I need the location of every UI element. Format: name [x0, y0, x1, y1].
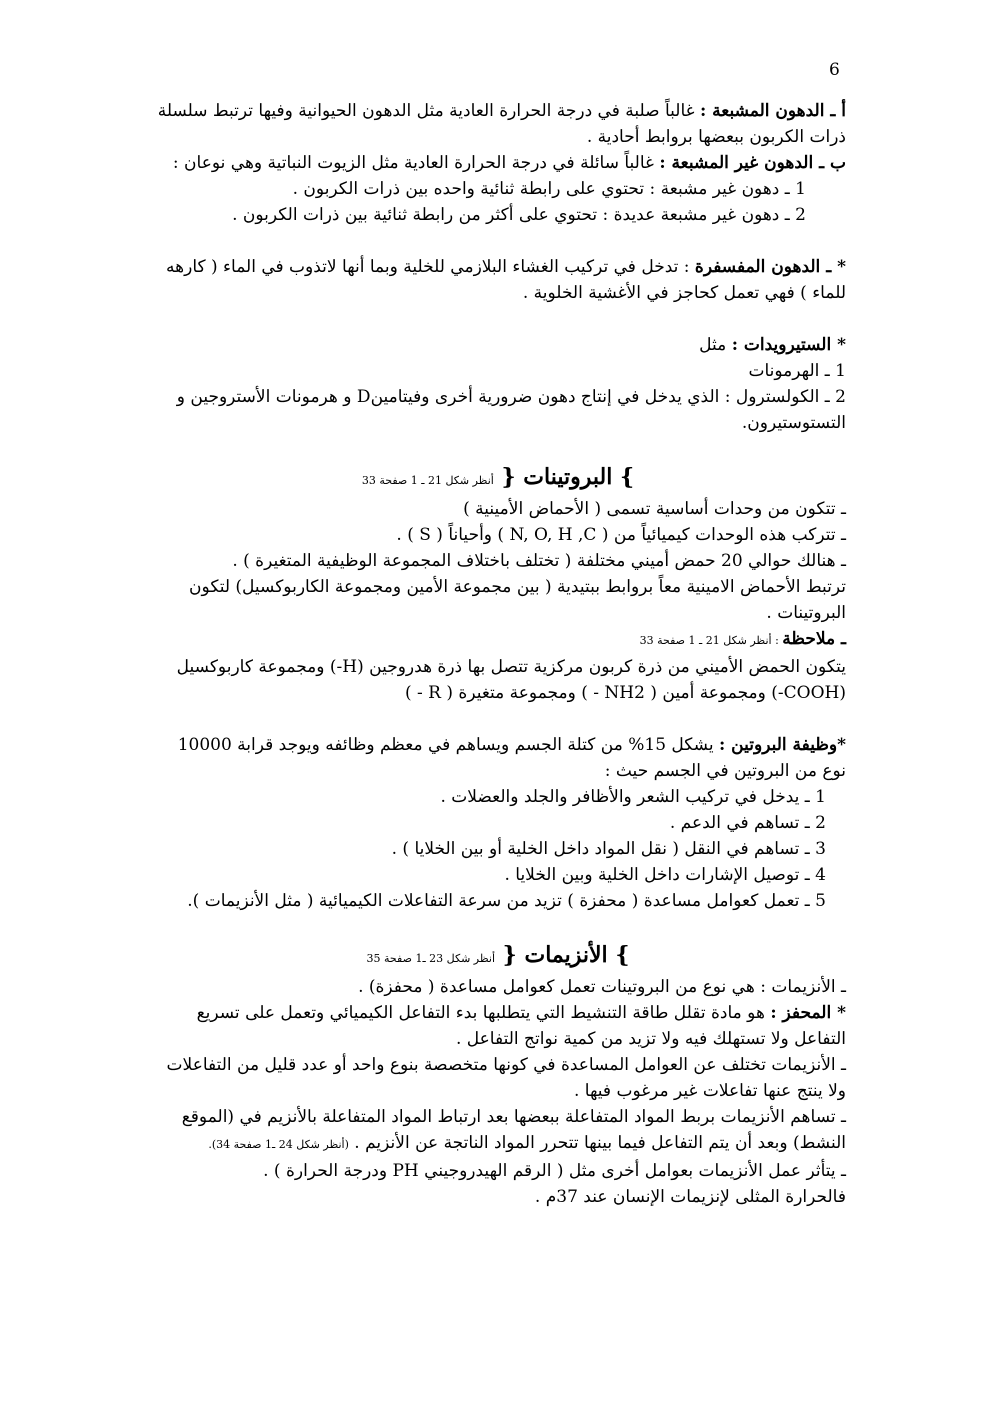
steroids-label: * الستيرويدات : — [731, 335, 846, 355]
phospholipids-text: : تدخل في تركيب الغشاء البلازمي للخلية وبما أنها لاتذوب في الماء ( كارهه للماء ) فهي تعمل كحاجز في الأغشية الخلوية . — [166, 257, 846, 303]
phospholipids-label: * ـ الدهون المفسفرة — [694, 257, 846, 277]
protein-function-item: 3 ـ تساهم في النقل ( نقل المواد داخل الخلية أو بين الخلايا ) . — [391, 839, 826, 859]
enzymes-heading — [150, 940, 846, 974]
proteins-note-ref: : أنظر شكل 21 ـ 1 صفحة 33 — [639, 634, 783, 647]
phospholipids-paragraph — [150, 254, 846, 306]
unsaturated-fats-text: غالباً سائلة في درجة الحرارة العادية مثل الزيوت النباتية وهي نوعان : — [172, 153, 660, 173]
protein-function-item: 4 ـ توصيل الإشارات داخل الخلية وبين الخلايا . — [504, 865, 826, 885]
catalyst-label: * المحفز : — [770, 1003, 846, 1023]
unsaturated-fats-label: ب ـ الدهون غير المشبعة : — [659, 153, 846, 173]
enzymes-figure-ref: أنظر شكل 23 ـ1 صفحة 35 — [366, 952, 495, 965]
saturated-fats-paragraph — [150, 98, 846, 150]
enzymes-line-3 — [150, 1104, 846, 1158]
enzymes-title: } الأنزيمات { — [502, 942, 630, 968]
steroids-heading — [150, 332, 846, 358]
steroids-item-1: 1 ـ الهرمونات — [748, 361, 846, 381]
steroids-text: مثل — [699, 335, 732, 355]
unsaturated-type-1: 1 ـ دهون غير مشبعة : تحتوي على رابطة ثنائية واحده بين ذرات الكربون . — [292, 179, 806, 199]
proteins-line-1: ـ تتكون من وحدات أساسية تسمى ( الأحماض الأمينية ) — [463, 499, 846, 519]
proteins-note-label: ـ ملاحظة — [782, 629, 846, 649]
catalyst-text: هو مادة تقلل طاقة التنشيط التي يتطلبها بدء التفاعل الكيميائي وتعمل على تسريع التفاعل ولا تستهلك فيه ولا تزيد من كمية نواتج التفاعل . — [196, 1003, 846, 1049]
protein-function-paragraph — [150, 732, 846, 784]
protein-function-text: يشكل 15% من كتلة الجسم ويساهم في معظم وظائفه ويوجد قرابة 10000 نوع من البروتين في الجسم حيث : — [177, 735, 846, 781]
protein-function-item: 1 ـ يدخل في تركيب الشعر والأظافر والجلد والعضلات . — [440, 787, 826, 807]
catalyst-paragraph — [150, 1000, 846, 1052]
proteins-line-5: يتكون الحمض الأميني من ذرة كربون مركزية تتصل بها ذرة هدروجين (H-) ومجموعة كاربوكسيل (COOH-) ومجموعة أمين ( NH2 - ) ومجموعة متغيرة ( R - ) — [176, 657, 846, 703]
proteins-heading — [150, 462, 846, 496]
unsaturated-fats-paragraph — [150, 150, 846, 176]
enzymes-line-4: ـ يتأثر عمل الأنزيمات بعوامل أخرى مثل ( الرقم الهيدروجيني PH ودرجة الحرارة ) . — [263, 1161, 846, 1181]
enzymes-line-3-text: ـ تساهم الأنزيمات بربط المواد المتفاعلة ببعضها بعد ارتباط المواد المتفاعلة بالأنزيم في (الموقع النشط) وبعد أن يتم التفاعل فيما بينها تتحرر المواد الناتجة عن الأنزيم . — [181, 1107, 846, 1153]
proteins-figure-ref: أنظر شكل 21 ـ 1 صفحة 33 — [361, 474, 494, 487]
proteins-line-4: ترتبط الأحماض الامينية معاً بروابط ببتيدية ( بين مجموعة الأمين ومجموعة الكاربوكسيل) لتكون البروتينات . — [189, 577, 846, 623]
proteins-title: } البروتينات { — [501, 464, 635, 490]
page-content — [150, 98, 846, 1210]
proteins-line-2: ـ تتركب هذه الوحدات كيميائياً من ( N, O, H ,C ) وأحياناً ( S ) . — [396, 525, 846, 545]
enzymes-line-2: ـ الأنزيمات تختلف عن العوامل المساعدة في كونها متخصصة بنوع واحد أو عدد قليل من التفاعلات ولا ينتج عنها تفاعلات غير مرغوب فيها . — [166, 1055, 846, 1101]
enzymes-line-5: فالحرارة المثلى لإنزيمات الإنسان عند 37م . — [534, 1187, 846, 1207]
proteins-note — [150, 626, 846, 654]
protein-function-item: 5 ـ تعمل كعوامل مساعدة ( محفزة ) تزيد من سرعة التفاعلات الكيميائية ( مثل الأنزيمات ). — [187, 891, 826, 911]
protein-function-item: 2 ـ تساهم في الدعم . — [669, 813, 826, 833]
page-number: 6 — [829, 60, 840, 80]
saturated-fats-text: غالباً صلبة في درجة الحرارة العادية مثل الدهون الحيوانية وفيها ترتبط سلسلة ذرات الكربون ببعضها بروابط أحادية . — [157, 101, 846, 147]
saturated-fats-label: أ ـ الدهون المشبعة : — [699, 101, 846, 121]
enzymes-line-1: ـ الأنزيمات : هي نوع من البروتينات تعمل كعوامل مساعدة ( محفزة) . — [358, 977, 846, 997]
proteins-line-3: ـ هنالك حوالي 20 حمض أميني مختلفة ( تختلف باختلاف المجموعة الوظيفية المتغيرة ) . — [232, 551, 846, 571]
steroids-item-2: 2 ـ الكولسترول : الذي يدخل في إنتاج دهون ضرورية أخرى وفيتامينD و هرمونات الأستروجين و التستوستيرون. — [176, 387, 846, 433]
protein-function-label: *وظيفة البروتين : — [718, 735, 846, 755]
enzymes-line-3-ref: (أنظر شكل 24 ـ1 صفحة 34). — [208, 1138, 349, 1151]
unsaturated-type-2: 2 ـ دهون غير مشبعة عديدة : تحتوي على أكثر من رابطة ثنائية بين ذرات الكربون . — [232, 205, 806, 225]
